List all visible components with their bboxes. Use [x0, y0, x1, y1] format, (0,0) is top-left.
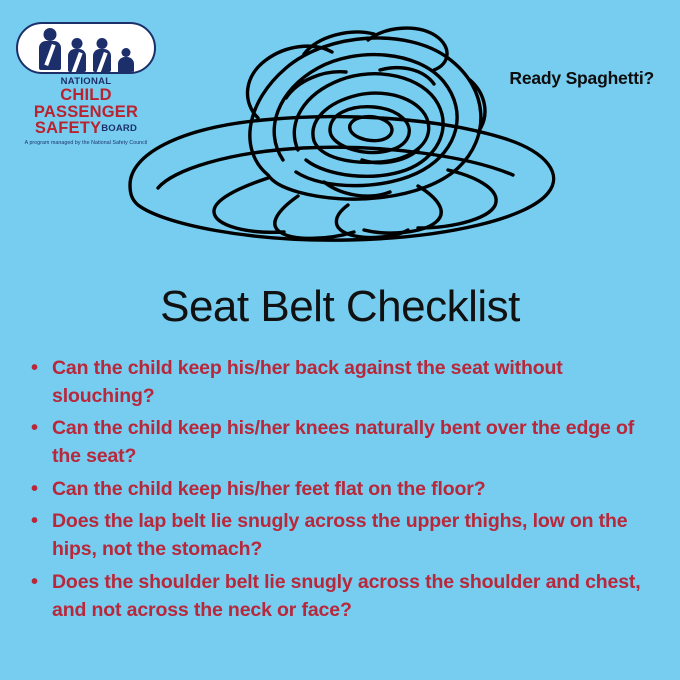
child-figure-icon-2 [91, 34, 113, 70]
list-item: • Can the child keep his/her knees naturally bent over the edge of the seat? [26, 415, 658, 470]
list-item: • Does the shoulder belt lie snugly across the shoulder and chest, and not across the neck or face? [26, 569, 658, 624]
adult-figure-icon [37, 26, 63, 70]
plate-of-spaghetti-illustration [118, 10, 568, 275]
headline-ready-spaghetti: Ready Spaghetti? [509, 68, 654, 88]
list-item: • Does the lap belt lie snugly across the upper thighs, low on the hips, not the stomach? [26, 508, 658, 563]
logo-safety-text: SAFETY [34, 119, 102, 138]
list-item: • Can the child keep his/her feet flat on the floor? [26, 476, 658, 504]
logo-line-national: NATIONAL [60, 76, 112, 87]
list-item: • Can the child keep his/her back against the seat without slouching? [26, 355, 658, 410]
logo-line-child-passenger: CHILD PASSENGER [33, 85, 139, 121]
logo-board-text: BOARD [101, 123, 138, 135]
seat-belt-checklist [26, 355, 658, 629]
logo-tagline: A program managed by the National Safety Council [24, 140, 148, 147]
page-title: Seat Belt Checklist [160, 282, 520, 331]
child-figure-icon [66, 34, 88, 70]
